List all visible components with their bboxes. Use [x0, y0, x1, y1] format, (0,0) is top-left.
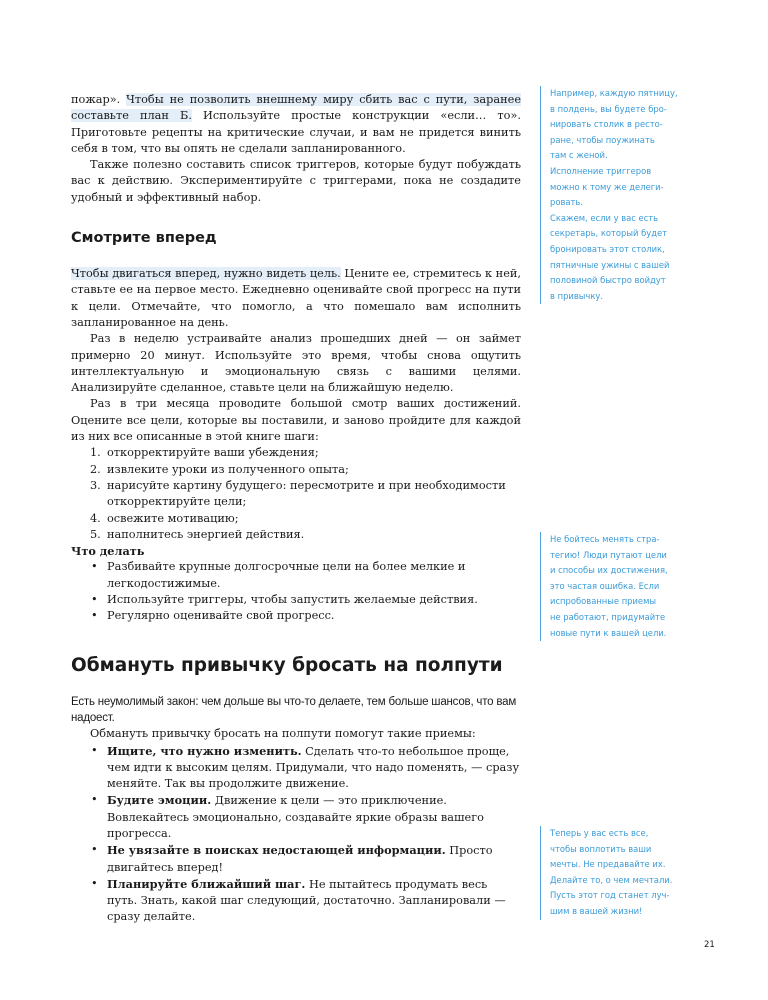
paragraph — [71, 266, 521, 331]
list-item: • Не увязайте в поисках недостающей информации. Просто двигайтесь вперед! — [91, 843, 493, 874]
list-item: 2. извлеките уроки из полученного опыта; — [90, 462, 349, 476]
list-item: • Планируйте ближайший шаг. Не пытайтесь продумать весь путь. Знать, какой шаг следующий, достаточно. Запланировали — сразу делайте. — [91, 876, 506, 924]
main-text-column — [71, 92, 521, 926]
text-run: пожар». — [71, 93, 127, 106]
tips-list — [71, 743, 521, 926]
paragraph — [71, 92, 521, 157]
text-run: Используйте простые конструкции «если… то». Приготовьте рецепты на критические случаи, и вам не придется винить себя в том, что вы опять не сделали запланированного. — [71, 109, 521, 155]
list-item: 4. освежите мотивацию; — [90, 511, 239, 525]
highlighted-text: Чтобы двигаться вперед, нужно видеть цель. — [71, 267, 341, 281]
list-item: • Регулярно оценивайте свой прогресс. — [91, 609, 335, 623]
steps-list — [71, 445, 521, 543]
highlighted-text: Чтобы не позволить внешнему миру сбить вас с пути, заранее составьте план Б. — [71, 93, 521, 123]
list-item: • Разбивайте крупные долгосрочные цели на более мелкие и легкодостижимые. — [91, 560, 466, 590]
paragraph: Раз в три месяца проводите большой смотр ваших достижений. Оцените все цели, которые вы поставили, и заново пройдите для каждой из них все описанные в этой книге шаги: — [71, 397, 521, 444]
sidenote: Не бойтесь менять стра- тегию! Люди путают цели и способы их достижения, это частая ошибка. Если испробованные приемы не работают, придумайте новые пути к вашей цели. — [540, 532, 686, 641]
list-item: 1. откорректируйте ваши убеждения; — [90, 446, 319, 460]
text-run: Цените ее, стремитесь к ней, ставьте ее на первое место. Ежедневно оценивайте свой прогресс на пути к цели. Отмечайте, что помогло, а что помешало вам исполнить запланированное на день. — [71, 267, 521, 329]
todo-list — [71, 559, 521, 624]
paragraph: Есть неумолимый закон: чем дольше вы что-то делаете, тем больше шансов, что вам надоест. — [71, 695, 517, 724]
list-item: • Ищите, что нужно изменить. Сделать что-то небольшое проще, чем идти к высоким целям. Придумали, что надо поменять, — сразу меняйте. Так вы продолжите движение. — [91, 743, 520, 791]
section-heading: Смотрите вперед — [71, 230, 217, 247]
sidenote: Например, каждую пятницу, в полдень, вы будете бро- нировать столик в ресто- ране, чтобы поужинать там с женой. Исполнение триггеров можно к тому же делеги- ровать. Скажем, если у вас есть секретарь, который будет бронировать этот столик, пятничные ужины с вашей половиной быстро войдут в привычку. — [540, 86, 686, 304]
todo-title: Что делать — [71, 544, 145, 559]
list-item: 3. нарисуйте картину будущего: пересмотрите и при необходимости откорректируйте цели; — [90, 478, 506, 509]
list-item: 5. наполнитесь энергией действия. — [90, 527, 305, 541]
paragraph: Также полезно составить список триггеров, которые будут побуждать вас к действию. Экспериментируйте с триггерами, пока не создадите удобный и эффективный набор. — [71, 158, 521, 204]
paragraph: Раз в неделю устраивайте анализ прошедших дней — он займет примерно 20 минут. Используйте это время, чтобы снова ощутить интеллектуальную и эмоциональную связь с вашими целями. Анализируйте сделанное, ставьте цели на ближайшую неделю. — [71, 332, 521, 395]
paragraph: Обмануть привычку бросать на полпути помогут такие приемы: — [90, 727, 476, 741]
chapter-heading: Обмануть привычку бросать на полпути — [71, 654, 503, 676]
sidenote: Теперь у вас есть все, чтобы воплотить ваши мечты. Не предавайте их. Делайте то, о чем мечтали. Пусть этот год станет луч- шим в вашей жизни! — [540, 826, 686, 920]
list-item: • Будите эмоции. Движение к цели — это приключение. Вовлекайтесь эмоционально, создавайте яркие образы вашего прогресса. — [91, 793, 484, 840]
page-number: 21 — [704, 940, 715, 950]
list-item: • Используйте триггеры, чтобы запустить желаемые действия. — [91, 593, 478, 607]
